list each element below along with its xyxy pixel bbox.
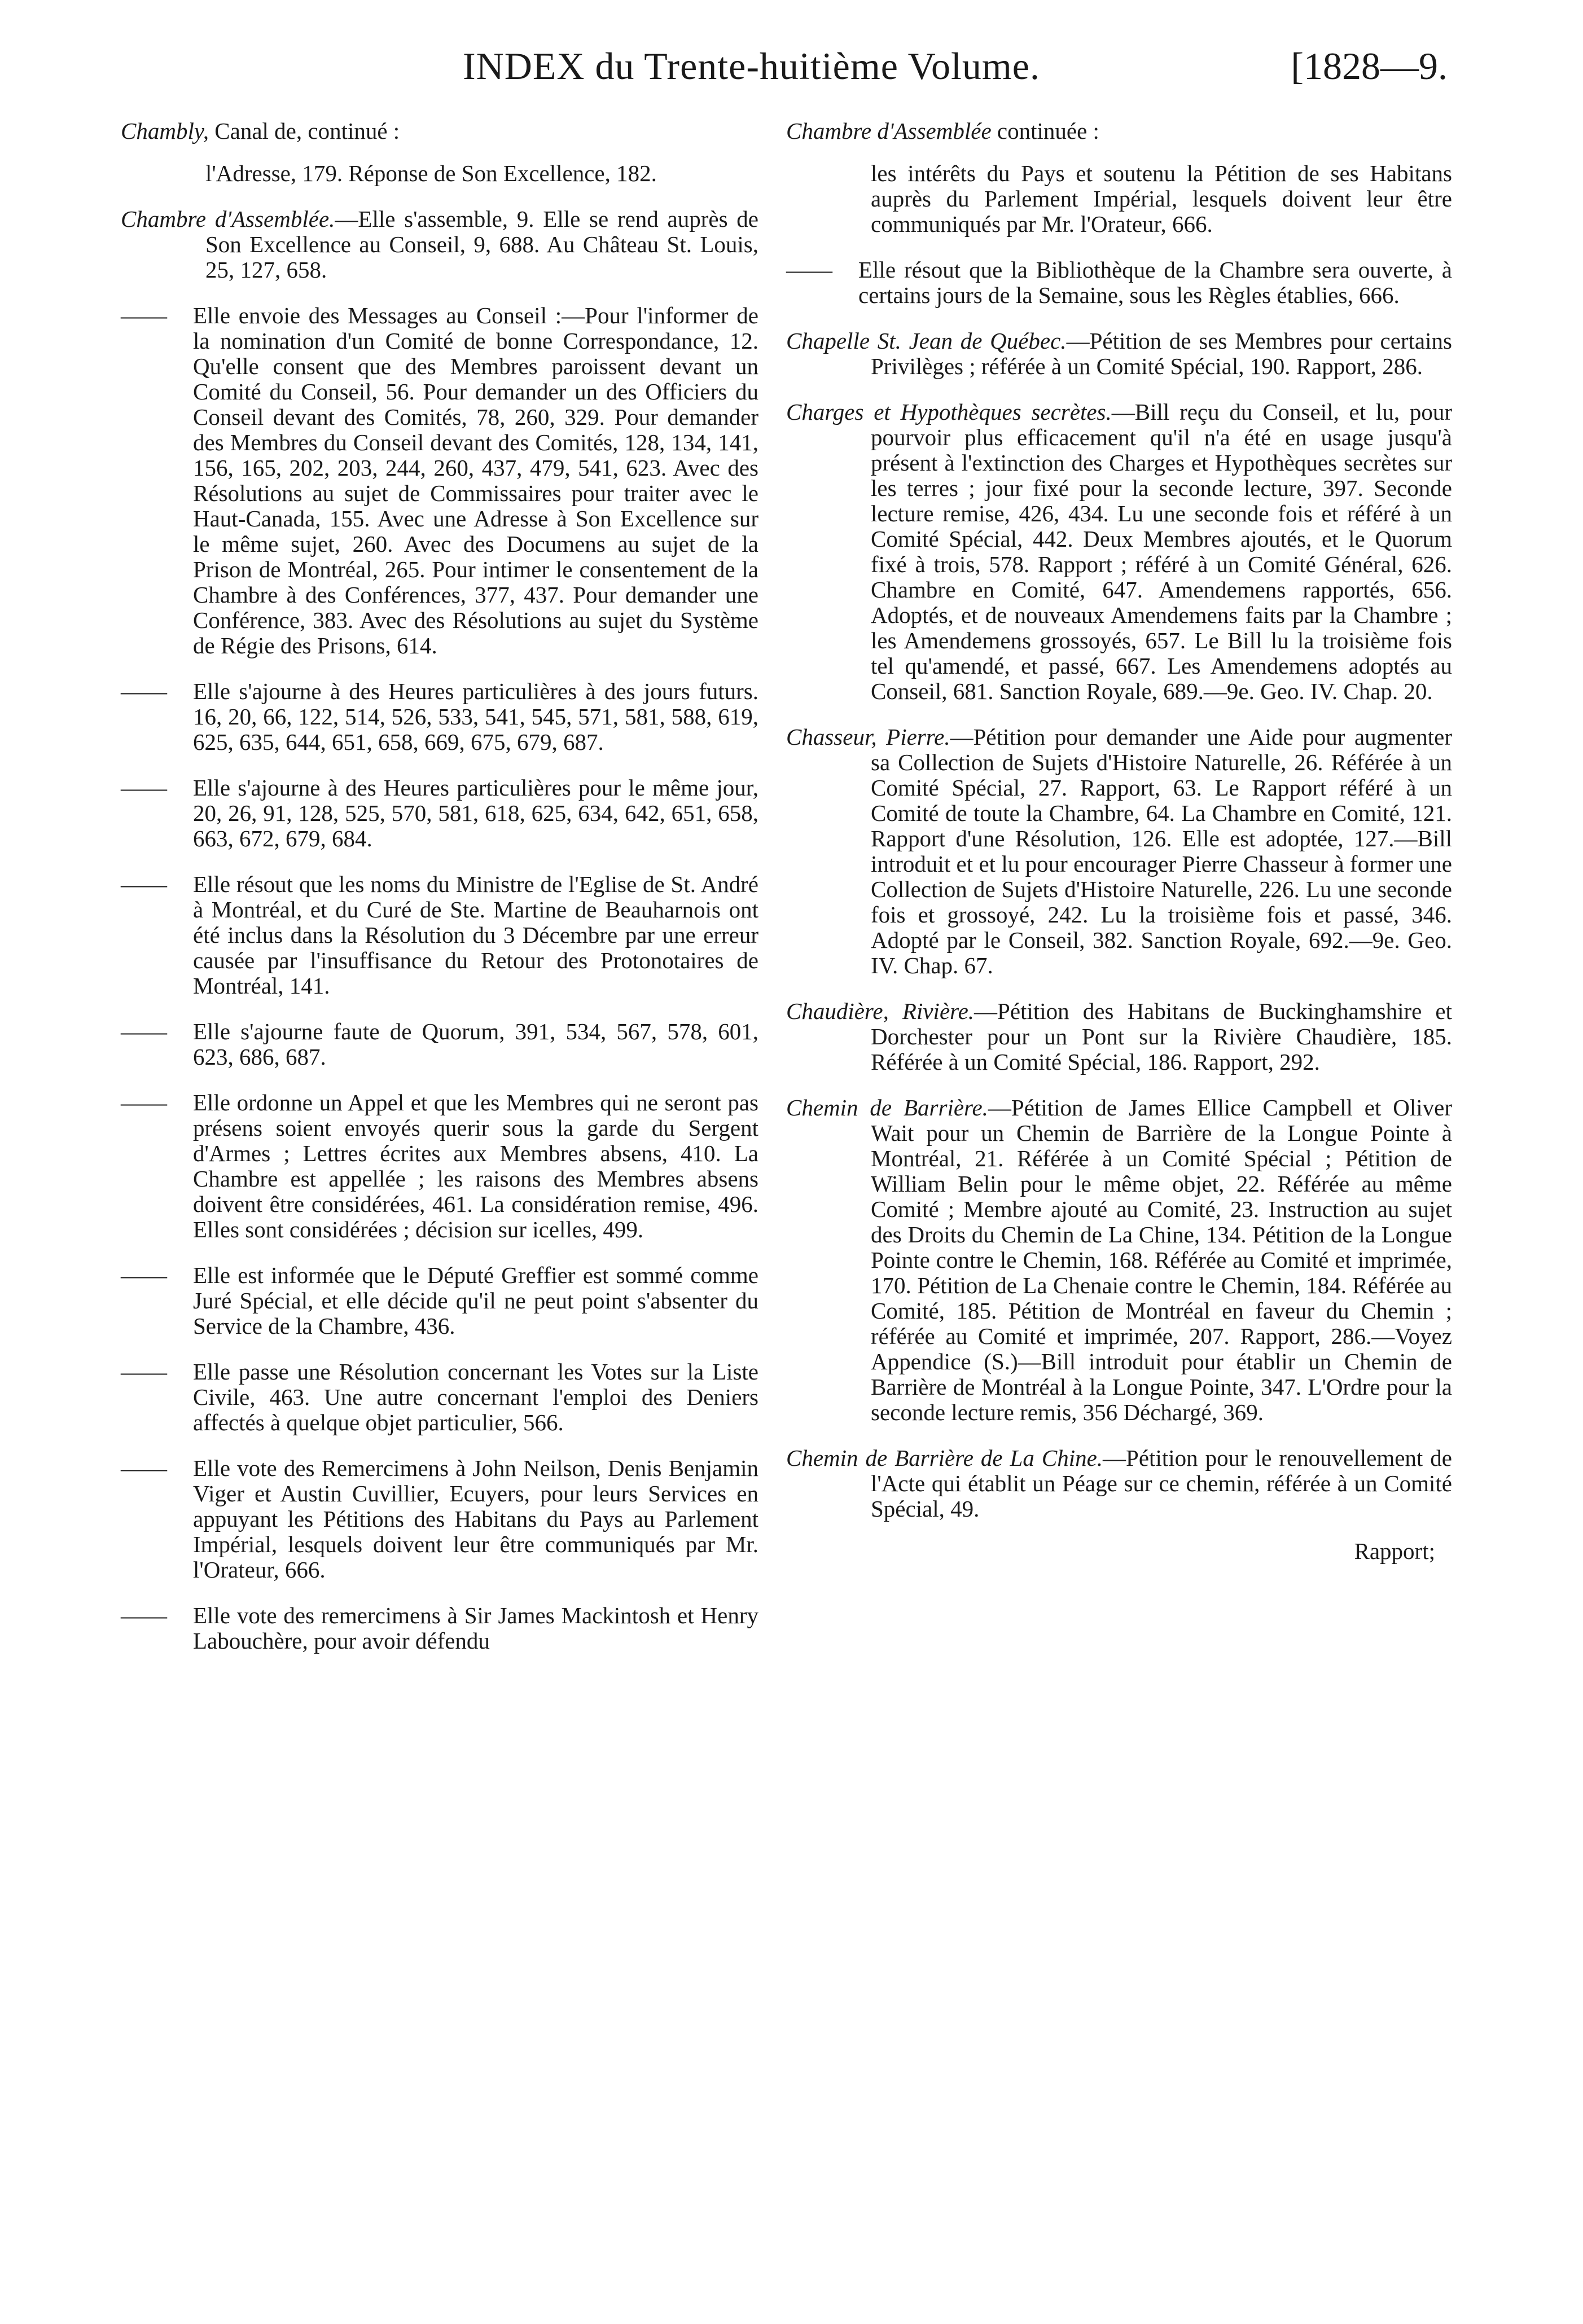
sub-entry: [121, 1090, 758, 1242]
index-entry: [786, 724, 1452, 978]
em-dash: ——: [121, 1359, 167, 1385]
sub-entry: [121, 679, 758, 755]
em-dash: ——: [121, 1018, 167, 1044]
running-title: INDEX du Trente-huitième Volume.: [463, 45, 1040, 87]
page-header: [0, 44, 1583, 100]
continued-label: Canal de, continué :: [209, 118, 400, 144]
index-entry: [121, 207, 758, 283]
continued-heading: [786, 118, 1452, 144]
continued-headword: Chambly,: [121, 118, 209, 144]
index-entry: [786, 328, 1452, 379]
index-entry: [786, 399, 1452, 704]
entry-headword: Charges et Hypothèques secrètes.: [786, 399, 1112, 425]
em-dash: ——: [121, 775, 167, 801]
continued-heading: [121, 118, 758, 144]
sub-entry-text: Elle vote des Remercimens à John Neilson, Denis Benjamin Viger et Austin Cuvillier, Ecuyers, pour leurs Services en appuyant les Pétitions des Habitans du Pays au Parlement Impérial, lesquels doivent leur être communiqués par Mr. l'Orateur, 666.: [193, 1455, 758, 1583]
index-entry: [786, 999, 1452, 1075]
em-dash: ——: [121, 871, 167, 897]
entry-headword: Chasseur, Pierre.: [786, 724, 950, 750]
entry-text: —Pétition de James Ellice Campbell et Oliver Wait pour un Chemin de Barrière de la Longue Pointe à Montréal, 21. Référée à un Comité Spécial ; Pétition de William Belin pour le même objet, 22. Référée au même Comité ; Membre ajouté au Comité, 23. Instruction au sujet des Droits du Chemin de La Chine, 134. Pétition de la Longue Pointe contre le Chemin, 168. Référée au Comité et imprimée, 170. Pétition de La Chenaie contre le Chemin, 184. Référée au Comité, 185. Pétition de Montréal en faveur du Chemin ; référée au Comité et imprimée, 207. Rapport, 286.—Voyez Appendice (S.)—Bill introduit pour établir un Chemin de Barrière de Montréal à la Longue Pointe, 347. L'Ordre pour la seconde lecture remis, 356 Déchargé, 369.: [871, 1095, 1452, 1425]
sub-entry-text: Elle ordonne un Appel et que les Membres qui ne seront pas présens soient envoyés querir sous la garde du Sergent d'Armes ; Lettres écrites aux Membres absens, 410. La Chambre est appellée ; les raisons des Membres absens doivent être considérées, 461. La considération remise, 496. Elles sont considérées ; décision sur icelles, 499.: [193, 1089, 758, 1242]
continued-text: l'Adresse, 179. Réponse de Son Excellence, 182.: [205, 160, 657, 186]
entry-headword: Chaudière, Rivière.: [786, 998, 975, 1024]
em-dash: ——: [121, 678, 167, 704]
entry-headword: Chapelle St. Jean de Québec.: [786, 328, 1067, 354]
index-entry: [786, 1446, 1452, 1522]
sub-entry-text: Elle s'ajourne à des Heures particulières pour le même jour, 20, 26, 91, 128, 525, 570, 581, 618, 625, 634, 642, 651, 658, 663, 672, 679, 684.: [193, 775, 758, 851]
em-dash: ——: [121, 1602, 167, 1628]
sub-entry: [121, 1019, 758, 1070]
em-dash: ——: [786, 257, 832, 283]
entry-text: —Elle s'assemble, 9. Elle se rend auprès de Son Excellence au Conseil, 9, 688. Au Château St. Louis, 25, 127, 658.: [205, 206, 758, 283]
entry-headword: Chemin de Barrière de La Chine.: [786, 1445, 1103, 1471]
em-dash: ——: [121, 1089, 167, 1115]
session-years: [1828—9.: [1291, 45, 1448, 87]
em-dash: ——: [121, 1262, 167, 1288]
entry-text: —Pétition des Habitans de Buckinghamshire et Dorchester pour un Pont sur la Rivière Chaudière, 185. Référée à un Comité Spécial, 186. Rapport, 292.: [871, 998, 1453, 1075]
sub-entry: [121, 1263, 758, 1339]
sub-entry: [121, 1603, 758, 1654]
sub-entry-text: Elle résout que la Bibliothèque de la Chambre sera ouverte, à certains jours de la Semaine, sous les Règles établies, 666.: [858, 257, 1452, 308]
em-dash: ——: [121, 1455, 167, 1481]
sub-entry-text: Elle vote des remercimens à Sir James Mackintosh et Henry Labouchère, pour avoir défendu: [193, 1602, 758, 1654]
entry-headword: Chambre d'Assemblée.: [121, 206, 335, 232]
continued-text: les intérêts du Pays et soutenu la Pétition de ses Habitans auprès du Parlement Impérial, lesquels doivent leur être communiqués par Mr. l'Orateur, 666.: [871, 160, 1452, 237]
em-dash: ——: [121, 302, 167, 328]
sub-entry: [121, 872, 758, 999]
sub-entry-text: Elle s'ajourne à des Heures particulières à des jours futurs. 16, 20, 66, 122, 514, 526, 533, 541, 545, 571, 581, 588, 619, 625, 635, 644, 651, 658, 669, 675, 679, 687.: [193, 678, 758, 755]
sub-entry: [121, 1456, 758, 1583]
entry-text: —Pétition de ses Membres pour certains Privilèges ; référée à un Comité Spécial, 190. Rapport, 286.: [871, 328, 1452, 379]
entry-text: —Pétition pour le renouvellement de l'Acte qui établit un Péage sur ce chemin, référée à un Comité Spécial, 49.: [871, 1445, 1453, 1522]
sub-entry-text: Elle s'ajourne faute de Quorum, 391, 534, 567, 578, 601, 623, 686, 687.: [193, 1018, 758, 1070]
index-entry: [786, 1095, 1452, 1425]
catchword: Rapport;: [1354, 1538, 1435, 1564]
entry-text: —Pétition pour demander une Aide pour augmenter sa Collection de Sujets d'Histoire Naturelle, 26. Référée à un Comité Spécial, 27. Rapport, 63. Le Rapport référé à un Comité de toute la Chambre, 64. La Chambre en Comité, 121. Rapport d'une Résolution, 126. Elle est adoptée, 127.—Bill introduit et et lu pour encourager Pierre Chasseur à former une Collection de Sujets d'Histoire Naturelle, 226. Lu une seconde fois et grossoyé, 242. Lu la troisième fois et passé, 346. Adopté par le Conseil, 382. Sanction Royale, 692.—9e. Geo. IV. Chap. 67.: [871, 724, 1452, 978]
sub-entry: [121, 1359, 758, 1435]
sub-entry-text: Elle envoie des Messages au Conseil :—Pour l'informer de la nomination d'un Comité de bonne Correspondance, 12. Qu'elle consent que des Membres paroissent devant un Comité du Conseil, 56. Pour demander un des Officiers du Conseil devant des Comités, 78, 260, 329. Pour demander des Membres du Conseil devant des Comités, 128, 134, 141, 156, 165, 202, 203, 244, 260, 437, 479, 541, 623. Avec des Résolutions au sujet de Commissaires pour traiter avec le Haut-Canada, 155. Avec une Adresse à Son Excellence sur le même sujet, 260. Avec des Documens au sujet de la Prison de Montréal, 265. Pour intimer le consentement de la Chambre à des Conférences, 377, 437. Pour demander une Conférence, 383. Avec des Résolutions au sujet du Système de Régie des Prisons, 614.: [193, 302, 758, 658]
sub-entry: [121, 775, 758, 851]
sub-entry: [786, 257, 1452, 308]
continued-label: continuée :: [991, 118, 1099, 144]
left-column: [121, 118, 758, 1674]
sub-entry-text: Elle passe une Résolution concernant les Votes sur la Liste Civile, 463. Une autre concernant l'emploi des Deniers affectés à quelque objet particulier, 566.: [193, 1359, 758, 1435]
sub-entry-text: Elle résout que les noms du Ministre de l'Eglise de St. André à Montréal, et du Curé de Ste. Martine de Beauharnois ont été inclus dans la Résolution du 3 Décembre par une erreur causée par l'insuffisance du Retour des Protonotaires de Montréal, 141.: [193, 871, 758, 999]
continued-headword: Chambre d'Assemblée: [786, 118, 992, 144]
entry-text: —Bill reçu du Conseil, et lu, pour pourvoir plus efficacement qu'il n'a été en usage jusqu'à présent à l'extinction des Charges et Hypothèques secrètes sur les terres ; jour fixé pour la seconde lecture, 397. Seconde lecture remise, 426, 434. Lu une seconde fois et référé à un Comité Spécial, 442. Deux Membres ajoutés, et le Quorum fixé à trois, 578. Rapport ; référé à un Comité Général, 626. Chambre en Comité, 647. Amendemens rapportés, 656. Adoptés, et de nouveaux Amendemens faits par la Chambre ; les Amendemens grossoyés, 657. Le Bill lu la troisième fois tel qu'amendé, et passé, 667. Les Amendemens adoptés au Conseil, 681. Sanction Royale, 689.—9e. Geo. IV. Chap. 20.: [871, 399, 1453, 704]
sub-entry: [121, 303, 758, 658]
right-column: [786, 118, 1452, 1564]
sub-entry-text: Elle est informée que le Député Greffier est sommé comme Juré Spécial, et elle décide qu'il ne peut point s'absenter du Service de la Chambre, 436.: [193, 1262, 758, 1339]
entry-headword: Chemin de Barrière.: [786, 1095, 988, 1121]
